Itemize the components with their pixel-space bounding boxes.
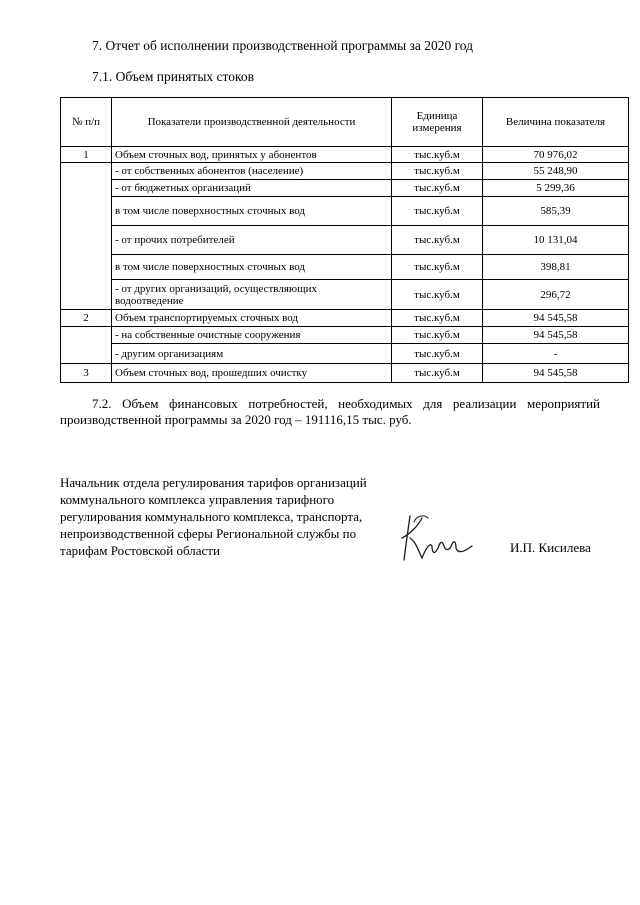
row-num-merged: [61, 327, 112, 364]
table-row: [61, 255, 629, 280]
row-unit: тыс.куб.м: [392, 163, 483, 180]
row-value: 296,72: [483, 280, 629, 310]
signer-name: И.П. Кисилева: [510, 540, 591, 555]
table-row: [61, 226, 629, 255]
row-unit: тыс.куб.м: [392, 180, 483, 197]
row-name: - от других организаций, осуществляющих водоотведение: [112, 280, 392, 310]
row-name: Объем сточных вод, прошедших очистку: [112, 364, 392, 383]
row-value: 94 545,58: [483, 327, 629, 344]
row-name: в том числе поверхностных сточных вод: [112, 197, 392, 226]
table-row: [61, 344, 629, 364]
header-name: Показатели производственной деятельности: [112, 98, 392, 147]
subsection-title: 7.1. Объем принятых стоков: [92, 69, 254, 84]
row-value: 94 545,58: [483, 364, 629, 383]
signatory-position-line: регулирования коммунального комплекса, транспорта,: [60, 509, 363, 524]
row-unit: тыс.куб.м: [392, 364, 483, 383]
handwritten-signature: [396, 512, 474, 564]
table-row: [61, 280, 629, 310]
signatory-position: [60, 474, 390, 559]
row-name: - другим организациям: [112, 344, 392, 364]
row-name: в том числе поверхностных сточных вод: [112, 255, 392, 280]
row-name: - от собственных абонентов (население): [112, 163, 392, 180]
header-value: Величина показателя: [483, 98, 629, 147]
sewage-volume-table: [60, 97, 629, 383]
section-title: 7. Отчет об исполнении производственной программы за 2020 год: [92, 38, 474, 53]
row-name: Объем сточных вод, принятых у абонентов: [112, 147, 392, 163]
table-row: [61, 197, 629, 226]
row-value: 5 299,36: [483, 180, 629, 197]
row-unit: тыс.куб.м: [392, 280, 483, 310]
row-unit: тыс.куб.м: [392, 197, 483, 226]
header-unit: Единица измерения: [392, 98, 483, 147]
row-value: 55 248,90: [483, 163, 629, 180]
table-row: [61, 310, 629, 327]
row-unit: тыс.куб.м: [392, 226, 483, 255]
row-num: 2: [61, 310, 112, 327]
row-num: 1: [61, 147, 112, 163]
row-name: - от прочих потребителей: [112, 226, 392, 255]
row-value: 94 545,58: [483, 310, 629, 327]
signatory-position-line: тарифам Ростовской области: [60, 543, 220, 558]
row-unit: тыс.куб.м: [392, 327, 483, 344]
row-unit: тыс.куб.м: [392, 255, 483, 280]
row-value: 398,81: [483, 255, 629, 280]
row-name: - на собственные очистные сооружения: [112, 327, 392, 344]
row-unit: тыс.куб.м: [392, 344, 483, 364]
signatory-position-line: непроизводственной сферы Региональной службы по: [60, 526, 357, 541]
signatory-position-line: коммунального комплекса управления тарифного: [60, 492, 335, 507]
row-value: 585,39: [483, 197, 629, 226]
financial-needs-paragraph: 7.2. Объем финансовых потребностей, необходимых для реализации мероприятий производственной программы за 2020 год – 191116,15 тыс. руб.: [60, 396, 600, 427]
table-row: [61, 364, 629, 383]
row-value: -: [483, 344, 629, 364]
row-name: - от бюджетных организаций: [112, 180, 392, 197]
header-num: № п/п: [61, 98, 112, 147]
row-value: 10 131,04: [483, 226, 629, 255]
signatory-position-line: Начальник отдела регулирования тарифов организаций: [60, 475, 367, 490]
row-num: 3: [61, 364, 112, 383]
row-value: 70 976,02: [483, 147, 629, 163]
table-row: [61, 147, 629, 163]
row-num-merged: [61, 163, 112, 310]
table-row: [61, 163, 629, 180]
row-unit: тыс.куб.м: [392, 147, 483, 163]
table-header-row: [61, 98, 629, 147]
table-row: [61, 180, 629, 197]
table-row: [61, 327, 629, 344]
row-name: Объем транспортируемых сточных вод: [112, 310, 392, 327]
row-unit: тыс.куб.м: [392, 310, 483, 327]
